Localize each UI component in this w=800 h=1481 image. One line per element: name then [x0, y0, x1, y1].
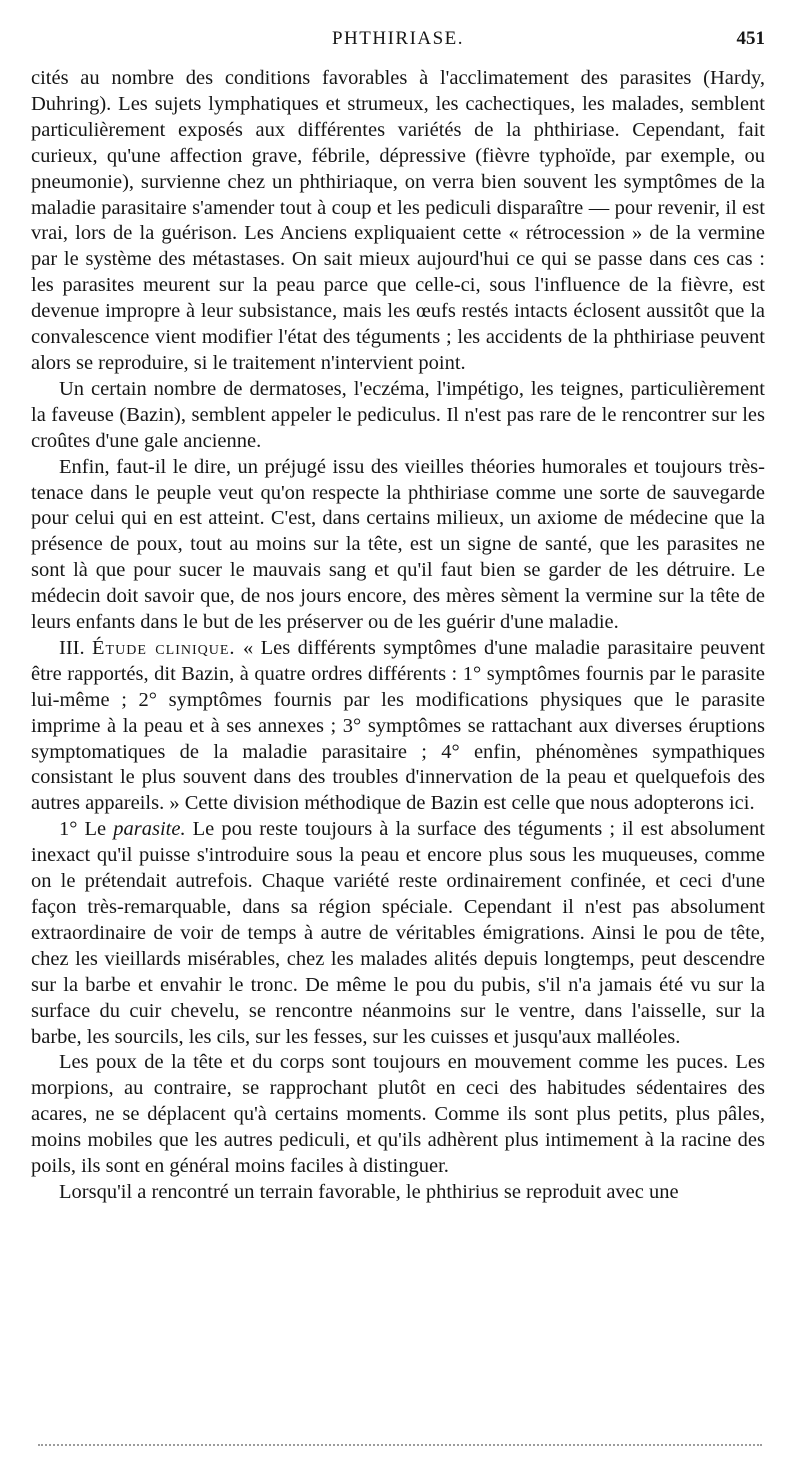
- paragraph-text: cités au nombre des conditions favorables à l'acclimatement des parasites (Hardy, Duhring). Les sujets lymphatiques et strumeux, les cachectiques, les malades, semblent particulièrement exposés aux différentes variétés de la phthiriase. Cependant, fait curieux, qu'une affection grave, fébrile, dépressive (fièvre typhoïde, par exemple, ou pneumonie), survienne chez un phthiriaque, on verra bien souvent les symptômes de la maladie parasitaire s'amender tout à coup et les pediculi disparaître — pour revenir, il est vrai, lors de la guérison. Les Anciens expliquaient cette « rétrocession » de la vermine par le système des métastases. On sait mieux aujourd'hui ce qui se passe dans ces cas : les parasites meurent sur la peau parce que celle-ci, sous l'influence de la fièvre, est devenue impropre à leur subsistance, mais les œufs restés intacts éclosent aussitôt que la convalescence vient modifier l'état des téguments ; les accidents de la phthiriase peuvent alors se reproduire, si le traitement n'intervient point.: [31, 67, 765, 374]
- paragraph: [31, 455, 765, 636]
- subsection-paragraph: [31, 817, 765, 1050]
- section-title: Étude clinique.: [92, 636, 236, 659]
- bottom-bleedthrough-line: [38, 1444, 762, 1446]
- running-head: [31, 26, 765, 66]
- running-title: PHTHIRIASE.: [331, 28, 465, 49]
- section-number: III.: [59, 636, 85, 659]
- section-paragraph: [31, 636, 765, 817]
- paragraph: [31, 377, 765, 455]
- paragraph: [31, 1180, 765, 1206]
- body-text: [31, 66, 765, 1206]
- paragraph-text: Un certain nombre de dermatoses, l'eczéma, l'impétigo, les teignes, particulièrement la faveuse (Bazin), semblent appeler le pediculus. Il n'est pas rare de le rencontrer sur les croûtes d'une gale ancienne.: [31, 377, 765, 452]
- paragraph-text: Le pou reste toujours à la surface des téguments ; il est absolument inexact qu'il puisse s'introduire sous la peau et encore plus sous les muqueuses, comme on le prétendait autrefois. Chaque variété reste ordinairement confinée, et ceci d'une façon très-remarquable, dans sa région spéciale. Cependant il n'est pas absolument extraordinaire de voir de temps à autre de véritables émigrations. Ainsi le pou de tête, chez les vieillards misérables, chez les malades alités depuis longtemps, peut descendre sur la barbe et envahir le tronc. De même le pou du pubis, s'il n'a jamais été vu sur la surface du cuir chevelu, se rencontre néanmoins sur le ventre, dans l'aisselle, sur la barbe, les sourcils, les cils, sur les fesses, sur les cuisses et jusqu'aux malléoles.: [31, 818, 765, 1048]
- paragraph-text: Les poux de la tête et du corps sont toujours en mouvement comme les puces. Les morpions, au contraire, se rapprochant plutôt en ceci des habitudes sédentaires des acares, ne se déplacent qu'à certains moments. Comme ils sont plus petits, plus pâles, moins mobiles que les autres pediculi, et qu'ils adhèrent plus intimement à la racine des poils, ils sont en général moins faciles à distinguer.: [31, 1051, 765, 1178]
- paragraph: [31, 66, 765, 377]
- paragraph: [31, 1050, 765, 1180]
- subsection-emphasis: parasite.: [113, 818, 186, 841]
- page-number: 451: [736, 28, 765, 49]
- book-page: [31, 26, 765, 1206]
- paragraph-text: « Les différents symptômes d'une maladie parasitaire peuvent être rapportés, dit Bazin, à quatre ordres différents : 1° symptômes fournis par le parasite lui-même ; 2° symptômes fournis par les modifications physiques que le parasite imprime à la peau et à ses annexes ; 3° symptômes se rattachant aux diverses éruptions symptomatiques de la maladie parasitaire ; 4° enfin, phénomènes sympathiques consistant le plus souvent dans des troubles d'innervation de la peau et quelquefois des autres appareils. » Cette division méthodique de Bazin est celle que nous adopterons ici.: [31, 636, 765, 815]
- paragraph-text: Lorsqu'il a rencontré un terrain favorable, le phthirius se reproduit avec une: [59, 1180, 679, 1203]
- paragraph-text: Enfin, faut-il le dire, un préjugé issu des vieilles théories humorales et toujours très-tenace dans le peuple veut qu'on respecte la phthiriase comme une sorte de sauvegarde pour celui qui en est atteint. C'est, dans certains milieux, un axiome de médecine que la présence de poux, tout au moins sur la tête, est un signe de santé, que les parasites ne sont là que pour sucer le mauvais sang et qu'il faut bien se garder de les détruire. Le médecin doit savoir que, de nos jours encore, des mères sèment la vermine sur la tête de leurs enfants dans le but de les préserver ou de les guérir d'une maladie.: [31, 455, 765, 634]
- subsection-lead: 1° Le: [59, 818, 114, 841]
